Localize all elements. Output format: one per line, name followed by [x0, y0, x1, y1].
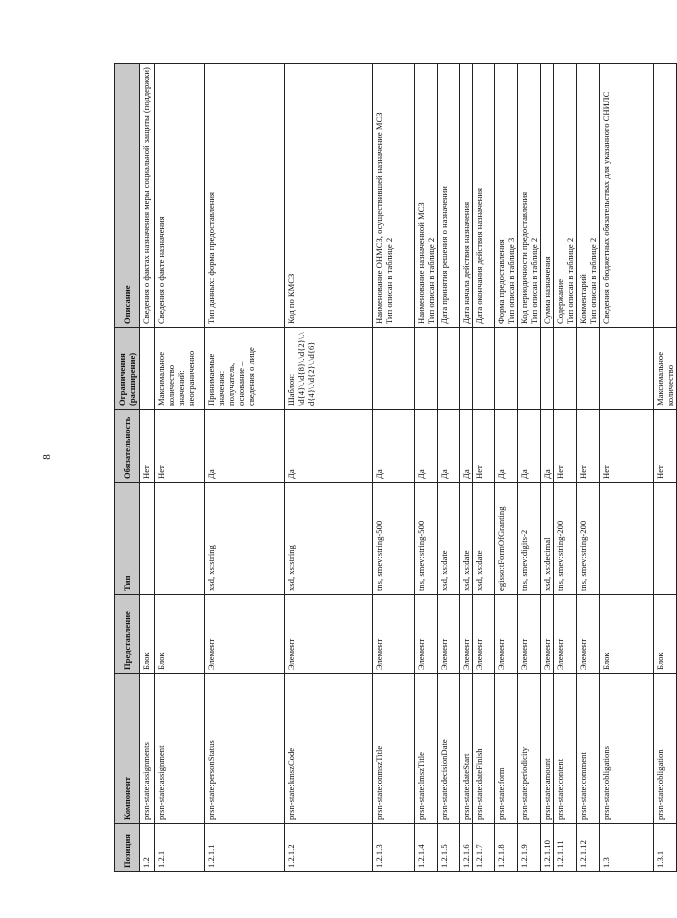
description-line: Дата начала действия назначения [461, 201, 471, 324]
cell-component: prsn-state:amount [541, 674, 554, 824]
cell-type: xsd, xs:date [473, 483, 495, 595]
header-type: Тип [115, 483, 140, 595]
header-representation: Представление [115, 595, 140, 674]
cell-constraints: Шаблон: \d{4}\.\d{8}\.\d{2}\.\d{4}\.\d{2}\.\d{6} [285, 328, 373, 410]
cell-position: 1.2.1.12 [577, 824, 600, 872]
cell-position: 1.3.1 [654, 824, 677, 872]
cell-constraints [438, 328, 460, 410]
cell-position: 1.2.1.11 [554, 824, 577, 872]
cell-representation: Элемент [373, 595, 415, 674]
cell-component: prsn-state:form [495, 674, 518, 824]
description-line: Сведения о факте назначения [156, 216, 166, 324]
description-line: Тип описан в таблице 2 [426, 237, 436, 324]
cell-constraints [600, 328, 654, 410]
spec-table-sheet [114, 64, 675, 872]
cell-representation: Элемент [554, 595, 577, 674]
cell-constraints [541, 328, 554, 410]
cell-constraints: Принимаемые значения: получатель, основание – сведения о лице [205, 328, 285, 410]
cell-representation: Блок [140, 595, 155, 674]
description-line: Дата окончания действия назначения [474, 188, 484, 324]
cell-description [554, 64, 577, 328]
cell-constraints [415, 328, 438, 410]
cell-component: prsn-state:assignment [155, 674, 205, 824]
cell-component: prsn-state:dateFinish [473, 674, 495, 824]
cell-type [654, 483, 677, 595]
cell-representation: Элемент [518, 595, 541, 674]
table-row [518, 64, 541, 872]
cell-position: 1.2.1 [155, 824, 205, 872]
cell-component: prsn-state:decisionDate [438, 674, 460, 824]
cell-type [140, 483, 155, 595]
header-required: Обязательность [115, 410, 140, 483]
cell-type: xsd, xs:decimal [541, 483, 554, 595]
table-body [140, 64, 677, 872]
cell-representation: Элемент [473, 595, 495, 674]
cell-representation: Блок [654, 595, 677, 674]
cell-component: prsn-state:lmszTitle [415, 674, 438, 824]
cell-constraints [518, 328, 541, 410]
description-line: Тип описан в таблице 2 [565, 237, 575, 324]
cell-representation: Элемент [460, 595, 473, 674]
description-line: Сведения о бюджетных обязательствах для указанного СНИЛС [601, 91, 611, 324]
table-row [495, 64, 518, 872]
cell-description [518, 64, 541, 328]
header-description: Описание [115, 64, 140, 328]
description-line: Тип описан в таблице 2 [588, 237, 598, 324]
table-row [140, 64, 155, 872]
header-position: Позиция [115, 824, 140, 872]
cell-required: Да [541, 410, 554, 483]
cell-constraints [577, 328, 600, 410]
spec-table [114, 63, 677, 872]
cell-component: prsn-state:personStatus [205, 674, 285, 824]
table-row [541, 64, 554, 872]
cell-required: Нет [554, 410, 577, 483]
cell-component: prsn-state:obligations [600, 674, 654, 824]
cell-description [285, 64, 373, 328]
cell-representation: Блок [155, 595, 205, 674]
cell-description [495, 64, 518, 328]
cell-description [600, 64, 654, 328]
cell-description [205, 64, 285, 328]
description-line: Содержание [555, 278, 565, 324]
cell-representation: Элемент [577, 595, 600, 674]
page-number: 8 [41, 454, 53, 460]
description-line: Тип описан в таблице 2 [384, 237, 394, 324]
description-line: Сведения о фактах назначения меры социальной защиты (поддержки) [141, 67, 151, 324]
table-row [473, 64, 495, 872]
cell-component: prsn-state:dateStart [460, 674, 473, 824]
cell-required: Да [285, 410, 373, 483]
cell-required: Да [460, 410, 473, 483]
cell-description [541, 64, 554, 328]
cell-description [654, 64, 677, 328]
cell-constraints [140, 328, 155, 410]
description-line: Код по КМСЗ [286, 273, 296, 324]
cell-type [600, 483, 654, 595]
cell-constraints [554, 328, 577, 410]
description-line: Наименование назначенной МСЗ [416, 202, 426, 324]
cell-type: tns, smev:string-500 [373, 483, 415, 595]
cell-position: 1.2.1.2 [285, 824, 373, 872]
header-constraints: Ограничения (расширение) [115, 328, 140, 410]
cell-representation: Элемент [415, 595, 438, 674]
cell-required: Нет [654, 410, 677, 483]
cell-representation: Блок [600, 595, 654, 674]
table-row [577, 64, 600, 872]
cell-representation: Элемент [541, 595, 554, 674]
cell-type: xsd, xs:string [205, 483, 285, 595]
table-row [600, 64, 654, 872]
cell-required: Нет [140, 410, 155, 483]
table-row [415, 64, 438, 872]
table-row [654, 64, 677, 872]
cell-position: 1.2.1.7 [473, 824, 495, 872]
table-row [205, 64, 285, 872]
cell-position: 1.3 [600, 824, 654, 872]
cell-required: Нет [577, 410, 600, 483]
table-row [285, 64, 373, 872]
cell-constraints [373, 328, 415, 410]
table-row [438, 64, 460, 872]
cell-type: tns, smev:string-500 [415, 483, 438, 595]
cell-position: 1.2.1.5 [438, 824, 460, 872]
description-line: Тип описан в таблице 2 [529, 237, 539, 324]
cell-description [438, 64, 460, 328]
cell-required: Да [518, 410, 541, 483]
cell-description [373, 64, 415, 328]
table-row [554, 64, 577, 872]
description-line: Наименование ОНМСЗ, осуществившей назначение МСЗ [374, 112, 384, 324]
cell-position: 1.2.1.6 [460, 824, 473, 872]
cell-description [460, 64, 473, 328]
description-line: Дата принятия решения о назначении [439, 186, 449, 324]
cell-constraints: Максимальное количество [654, 328, 677, 410]
cell-component: prsn-state:comment [577, 674, 600, 824]
cell-required: Нет [473, 410, 495, 483]
cell-type: egisso:tFormOfGranting [495, 483, 518, 595]
cell-constraints [473, 328, 495, 410]
cell-type: xsd, xs:date [438, 483, 460, 595]
cell-type: tns, smev:digits-2 [518, 483, 541, 595]
cell-description [473, 64, 495, 328]
cell-component: prsn-state:kmszCode [285, 674, 373, 824]
description-line: Тип описан в таблице 3 [506, 237, 516, 324]
table-row [373, 64, 415, 872]
description-line: Код периодичности предоставления [519, 191, 529, 324]
cell-position: 1.2.1.9 [518, 824, 541, 872]
cell-component: prsn-state:onmszTitle [373, 674, 415, 824]
cell-representation: Элемент [495, 595, 518, 674]
cell-required: Нет [600, 410, 654, 483]
cell-description [140, 64, 155, 328]
cell-type: xsd, xs:string [285, 483, 373, 595]
cell-component: prsn-state:assignments [140, 674, 155, 824]
header-component: Компонент [115, 674, 140, 824]
cell-position: 1.2 [140, 824, 155, 872]
cell-description [415, 64, 438, 328]
header-row [115, 64, 140, 872]
cell-description [577, 64, 600, 328]
cell-required: Да [438, 410, 460, 483]
cell-description [155, 64, 205, 328]
cell-position: 1.2.1.1 [205, 824, 285, 872]
cell-position: 1.2.1.8 [495, 824, 518, 872]
table-row [155, 64, 205, 872]
cell-component: prsn-state:content [554, 674, 577, 824]
cell-required: Нет [155, 410, 205, 483]
cell-type: xsd, xs:date [460, 483, 473, 595]
description-line: Тип данных: форма предоставления [206, 192, 216, 324]
cell-required: Да [495, 410, 518, 483]
cell-type [155, 483, 205, 595]
cell-component: prsn-state:obligation [654, 674, 677, 824]
cell-required: Да [373, 410, 415, 483]
cell-type: tns, smev:string-200 [577, 483, 600, 595]
cell-constraints [460, 328, 473, 410]
cell-position: 1.2.1.4 [415, 824, 438, 872]
cell-constraints [495, 328, 518, 410]
table-row [460, 64, 473, 872]
cell-required: Да [415, 410, 438, 483]
cell-component: prsn-state:periodicity [518, 674, 541, 824]
cell-required: Да [205, 410, 285, 483]
cell-type: tns, smev:string-200 [554, 483, 577, 595]
cell-representation: Элемент [205, 595, 285, 674]
description-line: Форма предоставления [496, 239, 506, 324]
description-line: Сумма назначения [542, 256, 552, 324]
cell-constraints: Максимальное количество значений: неограниченно [155, 328, 205, 410]
cell-position: 1.2.1.3 [373, 824, 415, 872]
cell-representation: Элемент [438, 595, 460, 674]
cell-representation: Элемент [285, 595, 373, 674]
cell-position: 1.2.1.10 [541, 824, 554, 872]
description-line: Комментарий [578, 274, 588, 324]
